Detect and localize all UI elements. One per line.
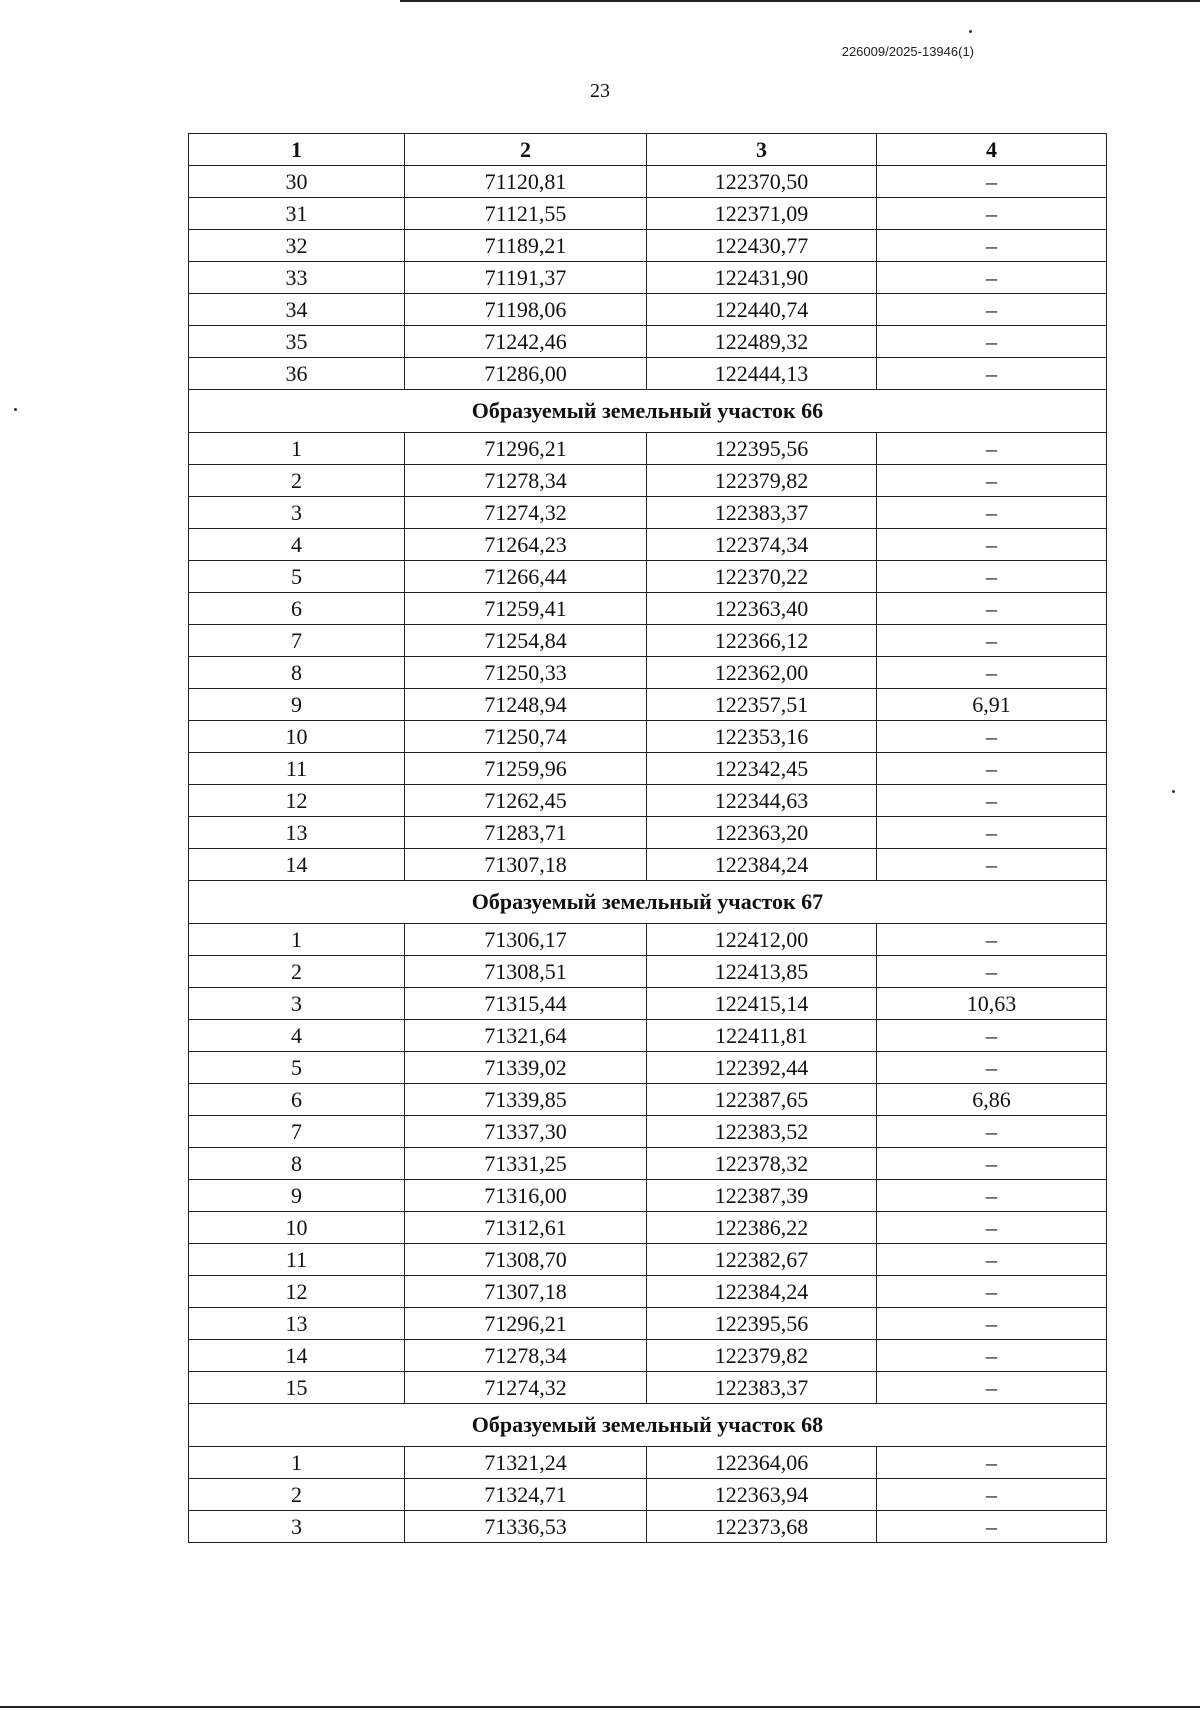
- table-cell: 5: [189, 1052, 405, 1084]
- table-cell: 9: [189, 689, 405, 721]
- column-header: 2: [405, 134, 647, 166]
- table-cell: 71250,74: [405, 721, 647, 753]
- table-cell: –: [877, 817, 1107, 849]
- table-cell: 6,91: [877, 689, 1107, 721]
- table-cell: 122379,82: [647, 465, 877, 497]
- table-row: [189, 1020, 1107, 1052]
- table-cell: 122382,67: [647, 1244, 877, 1276]
- table-cell: 71189,21: [405, 230, 647, 262]
- scan-speck: [969, 30, 972, 33]
- bottom-scan-rule: [0, 1706, 1200, 1708]
- table-cell: 13: [189, 817, 405, 849]
- table-cell: –: [877, 198, 1107, 230]
- table-cell: 122363,20: [647, 817, 877, 849]
- table-cell: –: [877, 1212, 1107, 1244]
- table-cell: 122363,94: [647, 1479, 877, 1511]
- table-cell: –: [877, 326, 1107, 358]
- table-cell: 71316,00: [405, 1180, 647, 1212]
- table-cell: 3: [189, 988, 405, 1020]
- table-cell: 2: [189, 956, 405, 988]
- table-row: [189, 849, 1107, 881]
- table-row: [189, 1511, 1107, 1543]
- table-row: [189, 1052, 1107, 1084]
- column-header: 3: [647, 134, 877, 166]
- table-cell: –: [877, 1148, 1107, 1180]
- table-cell: –: [877, 956, 1107, 988]
- section-title-row: [189, 390, 1107, 433]
- table-cell: 71307,18: [405, 1276, 647, 1308]
- table-cell: 35: [189, 326, 405, 358]
- table-cell: 71250,33: [405, 657, 647, 689]
- table-cell: 71337,30: [405, 1116, 647, 1148]
- table-cell: 71259,41: [405, 593, 647, 625]
- table-cell: –: [877, 593, 1107, 625]
- table-row: [189, 924, 1107, 956]
- table-cell: 1: [189, 924, 405, 956]
- table-row: [189, 262, 1107, 294]
- table-row: [189, 1148, 1107, 1180]
- table-cell: 7: [189, 625, 405, 657]
- table-cell: –: [877, 657, 1107, 689]
- table-cell: 122362,00: [647, 657, 877, 689]
- table-cell: 122395,56: [647, 1308, 877, 1340]
- table-row: [189, 753, 1107, 785]
- table-cell: 122342,45: [647, 753, 877, 785]
- table-cell: 122415,14: [647, 988, 877, 1020]
- table-row: [189, 593, 1107, 625]
- table-cell: 71331,25: [405, 1148, 647, 1180]
- table-cell: 71120,81: [405, 166, 647, 198]
- table-cell: 122392,44: [647, 1052, 877, 1084]
- table-cell: 122383,37: [647, 1372, 877, 1404]
- table-cell: 122384,24: [647, 849, 877, 881]
- table-cell: 71339,02: [405, 1052, 647, 1084]
- top-scan-rule: [400, 0, 1200, 2]
- table-cell: 71339,85: [405, 1084, 647, 1116]
- table-cell: 71308,70: [405, 1244, 647, 1276]
- table-cell: 7: [189, 1116, 405, 1148]
- section-title-row: [189, 881, 1107, 924]
- table-row: [189, 956, 1107, 988]
- table-row: [189, 1212, 1107, 1244]
- table-cell: 14: [189, 849, 405, 881]
- table-row: [189, 689, 1107, 721]
- table-cell: 122430,77: [647, 230, 877, 262]
- table-cell: 71336,53: [405, 1511, 647, 1543]
- table-row: [189, 433, 1107, 465]
- table-row: [189, 721, 1107, 753]
- table-cell: 12: [189, 1276, 405, 1308]
- table-cell: 122386,22: [647, 1212, 877, 1244]
- table-row: [189, 529, 1107, 561]
- column-header: 4: [877, 134, 1107, 166]
- table-row: [189, 465, 1107, 497]
- table-cell: 71266,44: [405, 561, 647, 593]
- table-cell: 122387,65: [647, 1084, 877, 1116]
- table-cell: 122411,81: [647, 1020, 877, 1052]
- table-cell: 2: [189, 1479, 405, 1511]
- table-cell: 122353,16: [647, 721, 877, 753]
- table-cell: –: [877, 924, 1107, 956]
- table-cell: 12: [189, 785, 405, 817]
- table-cell: 122366,12: [647, 625, 877, 657]
- table-cell: –: [877, 262, 1107, 294]
- table-cell: 122373,68: [647, 1511, 877, 1543]
- table-row: [189, 497, 1107, 529]
- table-row: [189, 988, 1107, 1020]
- table-cell: –: [877, 1340, 1107, 1372]
- table-cell: 71262,45: [405, 785, 647, 817]
- table-cell: 11: [189, 753, 405, 785]
- table-cell: 122395,56: [647, 433, 877, 465]
- table-body: [189, 166, 1107, 1543]
- table-cell: 122364,06: [647, 1447, 877, 1479]
- table-cell: 71324,71: [405, 1479, 647, 1511]
- table-cell: –: [877, 785, 1107, 817]
- table-row: [189, 1116, 1107, 1148]
- table-cell: 71308,51: [405, 956, 647, 988]
- table-cell: 122379,82: [647, 1340, 877, 1372]
- table-cell: –: [877, 1308, 1107, 1340]
- table-cell: 14: [189, 1340, 405, 1372]
- table-cell: –: [877, 1180, 1107, 1212]
- table-cell: 2: [189, 465, 405, 497]
- table-row: [189, 561, 1107, 593]
- table-cell: 71198,06: [405, 294, 647, 326]
- table-row: [189, 230, 1107, 262]
- table-cell: –: [877, 721, 1107, 753]
- table-cell: –: [877, 166, 1107, 198]
- table-cell: 71321,24: [405, 1447, 647, 1479]
- scan-speck: [1172, 790, 1175, 793]
- table-cell: 9: [189, 1180, 405, 1212]
- column-header: 1: [189, 134, 405, 166]
- table-cell: 1: [189, 433, 405, 465]
- table-cell: –: [877, 1116, 1107, 1148]
- table-cell: 71306,17: [405, 924, 647, 956]
- table-cell: 71283,71: [405, 817, 647, 849]
- table-cell: 122383,37: [647, 497, 877, 529]
- table-cell: 13: [189, 1308, 405, 1340]
- table-cell: 122387,39: [647, 1180, 877, 1212]
- table-cell: 71286,00: [405, 358, 647, 390]
- table-cell: 71274,32: [405, 497, 647, 529]
- document-number: 226009/2025-13946(1): [841, 44, 974, 59]
- table-cell: –: [877, 433, 1107, 465]
- table-cell: 122357,51: [647, 689, 877, 721]
- table-cell: 122440,74: [647, 294, 877, 326]
- table-cell: 122370,22: [647, 561, 877, 593]
- section-title: Образуемый земельный участок 68: [189, 1404, 1107, 1447]
- table-row: [189, 1244, 1107, 1276]
- section-title: Образуемый земельный участок 66: [189, 390, 1107, 433]
- table-cell: 4: [189, 1020, 405, 1052]
- table-cell: 3: [189, 1511, 405, 1543]
- section-title-row: [189, 1404, 1107, 1447]
- table-cell: 6: [189, 1084, 405, 1116]
- table-cell: 31: [189, 198, 405, 230]
- table-cell: –: [877, 1447, 1107, 1479]
- table-cell: 71254,84: [405, 625, 647, 657]
- table-cell: –: [877, 1511, 1107, 1543]
- table-cell: 6: [189, 593, 405, 625]
- table-cell: –: [877, 561, 1107, 593]
- table-cell: 8: [189, 1148, 405, 1180]
- table-cell: 71296,21: [405, 433, 647, 465]
- table-row: [189, 1372, 1107, 1404]
- table-cell: 1: [189, 1447, 405, 1479]
- table-row: [189, 1180, 1107, 1212]
- table-cell: 71259,96: [405, 753, 647, 785]
- table-cell: 122363,40: [647, 593, 877, 625]
- table-cell: 11: [189, 1244, 405, 1276]
- table-cell: 71312,61: [405, 1212, 647, 1244]
- table-cell: –: [877, 1244, 1107, 1276]
- table-row: [189, 1340, 1107, 1372]
- page-number: 23: [590, 80, 610, 102]
- table-cell: 8: [189, 657, 405, 689]
- section-title: Образуемый земельный участок 67: [189, 881, 1107, 924]
- table-cell: 71296,21: [405, 1308, 647, 1340]
- table-cell: –: [877, 1372, 1107, 1404]
- table-row: [189, 1479, 1107, 1511]
- table-cell: –: [877, 529, 1107, 561]
- table-row: [189, 166, 1107, 198]
- coordinates-table: [188, 133, 1107, 1543]
- table-cell: 71274,32: [405, 1372, 647, 1404]
- table-cell: 71315,44: [405, 988, 647, 1020]
- table-cell: –: [877, 497, 1107, 529]
- scan-speck: [14, 408, 17, 411]
- table-row: [189, 358, 1107, 390]
- table-cell: 71321,64: [405, 1020, 647, 1052]
- table-cell: 36: [189, 358, 405, 390]
- table-row: [189, 1084, 1107, 1116]
- table-cell: –: [877, 358, 1107, 390]
- table-row: [189, 1447, 1107, 1479]
- table-cell: 30: [189, 166, 405, 198]
- table-cell: 71121,55: [405, 198, 647, 230]
- table-cell: 71278,34: [405, 465, 647, 497]
- table-row: [189, 1276, 1107, 1308]
- table-cell: 32: [189, 230, 405, 262]
- table-cell: 33: [189, 262, 405, 294]
- table-cell: 122378,32: [647, 1148, 877, 1180]
- table-cell: 5: [189, 561, 405, 593]
- table-cell: 34: [189, 294, 405, 326]
- table-cell: 122371,09: [647, 198, 877, 230]
- table-cell: –: [877, 1052, 1107, 1084]
- table-row: [189, 198, 1107, 230]
- table-cell: 10: [189, 1212, 405, 1244]
- table-cell: –: [877, 1479, 1107, 1511]
- table-cell: –: [877, 230, 1107, 262]
- table-cell: 71248,94: [405, 689, 647, 721]
- table-cell: 122370,50: [647, 166, 877, 198]
- table-cell: 122413,85: [647, 956, 877, 988]
- table-cell: 122344,63: [647, 785, 877, 817]
- table-cell: –: [877, 1020, 1107, 1052]
- table-cell: 6,86: [877, 1084, 1107, 1116]
- table-row: [189, 785, 1107, 817]
- table-cell: 71278,34: [405, 1340, 647, 1372]
- table-row: [189, 1308, 1107, 1340]
- table-cell: 71242,46: [405, 326, 647, 358]
- table-cell: 71307,18: [405, 849, 647, 881]
- table-cell: –: [877, 1276, 1107, 1308]
- table-cell: 71191,37: [405, 262, 647, 294]
- table-cell: 4: [189, 529, 405, 561]
- table-cell: –: [877, 294, 1107, 326]
- table-cell: 3: [189, 497, 405, 529]
- table-row: [189, 817, 1107, 849]
- table-cell: –: [877, 753, 1107, 785]
- table-cell: –: [877, 849, 1107, 881]
- table-cell: 15: [189, 1372, 405, 1404]
- table-cell: 10,63: [877, 988, 1107, 1020]
- table-row: [189, 657, 1107, 689]
- table-cell: 122444,13: [647, 358, 877, 390]
- table-cell: 71264,23: [405, 529, 647, 561]
- table-cell: 122374,34: [647, 529, 877, 561]
- table-row: [189, 625, 1107, 657]
- table-cell: 122431,90: [647, 262, 877, 294]
- table-row: [189, 326, 1107, 358]
- table-cell: 122489,32: [647, 326, 877, 358]
- table-cell: 122383,52: [647, 1116, 877, 1148]
- table-header-row: [189, 134, 1107, 166]
- table-cell: –: [877, 465, 1107, 497]
- table-cell: 122412,00: [647, 924, 877, 956]
- table-row: [189, 294, 1107, 326]
- table-cell: 122384,24: [647, 1276, 877, 1308]
- table-cell: –: [877, 625, 1107, 657]
- table-cell: 10: [189, 721, 405, 753]
